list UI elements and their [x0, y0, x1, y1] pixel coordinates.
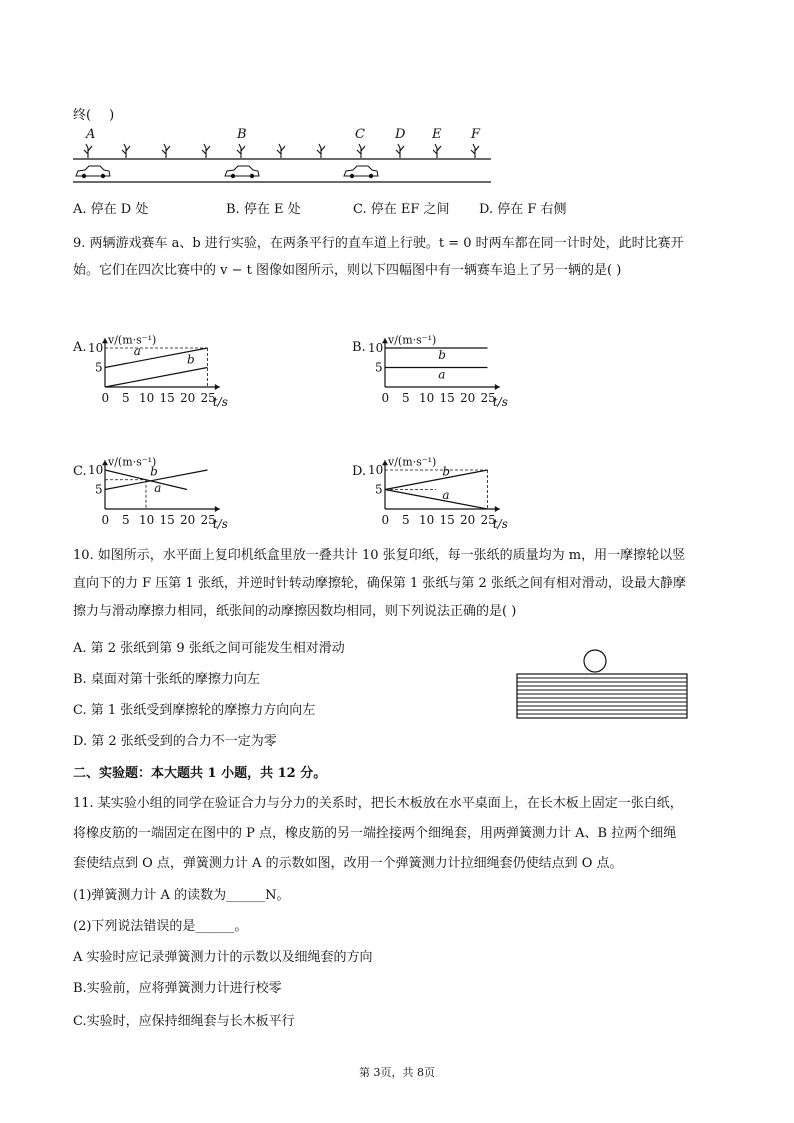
y-tick-label-5: 5	[95, 360, 103, 375]
x-axis-arrow	[215, 506, 220, 512]
x-axis-label: t/s	[492, 517, 508, 531]
x-tick-label-15: 15	[159, 513, 175, 527]
series-line-b	[385, 470, 488, 490]
y-axis-label: v/(m·s⁻¹)	[108, 333, 157, 347]
marker-F: F	[471, 127, 481, 142]
q11-stem-1: 11. 某实验小组的同学在验证合力与分力的关系时，把长木板放在水平桌面上，在长木板上固定一张白纸，	[73, 796, 683, 811]
x-axis-arrow	[495, 506, 500, 512]
series-label-a: a	[442, 487, 450, 502]
tree-icon-0	[84, 144, 92, 158]
q8-option-a[interactable]: A. 停在 D 处	[73, 202, 149, 217]
vt-graph-b	[366, 284, 506, 410]
x-tick-label-5: 5	[122, 391, 130, 405]
marker-A: A	[86, 127, 96, 142]
car-icon-2	[225, 166, 259, 178]
tree-icon-4	[237, 144, 245, 158]
x-tick-label-20: 20	[460, 391, 476, 405]
q9-stem-1: 9. 两辆游戏赛车 a、b 进行实验，在两条平行的直车道上行驶。t = 0 时两车都在同一计时处，此时比赛开	[73, 236, 684, 251]
series-label-a: a	[438, 367, 446, 382]
tree-icon-8	[396, 144, 404, 158]
car-icon-3	[344, 166, 378, 178]
marker-B: B	[237, 127, 247, 142]
y-tick-label-5: 5	[375, 482, 383, 497]
x-tick-label-20: 20	[460, 513, 476, 527]
tree-icon-1	[122, 144, 130, 158]
graph-letter-b[interactable]: B.	[352, 340, 366, 355]
y-tick-label-10: 10	[88, 341, 104, 355]
graph-letter-c[interactable]: C.	[73, 464, 87, 479]
tree-icon-10	[471, 144, 479, 158]
vt-graph-a	[86, 284, 228, 410]
graph-letter-d[interactable]: D.	[352, 464, 367, 479]
roadside-trees	[84, 144, 479, 158]
series-label-b: b	[150, 464, 158, 479]
section-heading: 二、实验题：本大题共 1 小题，共 12 分。	[73, 766, 327, 781]
q10-option-a[interactable]: A. 第 2 张纸到第 9 张纸之间可能发生相对滑动	[73, 641, 345, 656]
series-label-b: b	[442, 464, 451, 479]
q11-stem-2: 将橡皮筋的一端固定在图中的 P 点，橡皮筋的另一端拴接两个细绳套，用两弹簧测力计 A、B 拉两个细绳	[73, 826, 677, 841]
x-tick-label-5: 5	[402, 513, 410, 527]
y-tick-label-5: 5	[375, 360, 383, 375]
friction-wheel	[584, 650, 606, 672]
q10-stem-3: 擦力与滑动摩擦力相同，纸张间的动摩擦因数均相同，则下列说法正确的是( )	[73, 604, 517, 619]
x-tick-label-25: 25	[200, 513, 216, 527]
q8-tail: 终( )	[73, 108, 115, 123]
series-label-a: a	[133, 344, 141, 359]
x-tick-label-5: 5	[402, 391, 410, 405]
y-axis-label: v/(m·s⁻¹)	[388, 333, 437, 347]
graph-letter-a[interactable]: A.	[73, 340, 87, 355]
x-axis-label: t/s	[492, 395, 508, 409]
x-axis-arrow	[215, 384, 220, 390]
q10-option-c[interactable]: C. 第 1 张纸受到摩擦轮的摩擦力方向向左	[73, 703, 316, 718]
series-line-b	[105, 368, 208, 388]
vt-graph-d	[366, 408, 506, 532]
marker-C: C	[355, 127, 365, 142]
tree-icon-7	[357, 144, 365, 158]
x-axis-arrow	[495, 384, 500, 390]
y-axis-label: v/(m·s⁻¹)	[388, 455, 437, 469]
y-tick-label-10: 10	[368, 463, 384, 477]
x-tick-label-20: 20	[180, 513, 196, 527]
x-tick-label-5: 5	[122, 513, 130, 527]
q9-stem-2: 始。它们在四次比赛中的 v − t 图像如图所示，则以下四幅图中有一辆赛车追上了另一辆的是( )	[73, 263, 622, 278]
y-tick-label-5: 5	[95, 482, 103, 497]
paper-stack-diagram	[515, 647, 690, 722]
x-axis-label: t/s	[212, 517, 228, 531]
page-footer: 第 3页，共 8页	[359, 1066, 435, 1079]
tree-icon-2	[162, 144, 170, 158]
x-tick-label-20: 20	[180, 391, 196, 405]
tree-icon-9	[433, 144, 441, 158]
q10-option-d[interactable]: D. 第 2 张纸受到的合力不一定为零	[73, 734, 277, 749]
q8-option-b[interactable]: B. 停在 E 处	[226, 202, 301, 217]
paper-box	[517, 674, 687, 718]
series-label-a: a	[154, 481, 162, 496]
x-tick-label-15: 15	[159, 391, 175, 405]
tree-icon-3	[202, 144, 210, 158]
tree-icon-5	[277, 144, 285, 158]
y-axis-label: v/(m·s⁻¹)	[108, 455, 157, 469]
q11-stem-3: 套使结点到 O 点，弹簧测力计 A 的示数如图，改用一个弹簧测力计拉细绳套仍使结点到 O 点。	[73, 856, 623, 871]
vt-graph-c	[86, 408, 228, 532]
paper-sheets	[517, 674, 687, 718]
x-tick-label-0: 0	[381, 513, 390, 527]
x-tick-label-0: 0	[101, 513, 110, 527]
x-tick-label-15: 15	[439, 391, 455, 405]
q11-choice-b[interactable]: B.实验前，应将弹簧测力计进行校零	[73, 981, 282, 996]
series-label-b: b	[438, 347, 446, 362]
q11-subquestion-2: (2)下列说法错误的是______。	[73, 919, 248, 934]
x-tick-label-10: 10	[139, 513, 155, 527]
y-tick-label-10: 10	[88, 463, 104, 477]
x-tick-label-10: 10	[419, 513, 435, 527]
q10-option-b[interactable]: B. 桌面对第十张纸的摩擦力向左	[73, 672, 260, 687]
x-tick-label-0: 0	[101, 391, 110, 405]
x-tick-label-25: 25	[480, 391, 496, 405]
y-tick-label-10: 10	[368, 341, 384, 355]
x-tick-label-25: 25	[200, 391, 216, 405]
road-diagram	[70, 124, 494, 188]
car-icon-1	[76, 166, 110, 178]
q11-subquestion-1: (1)弹簧测力计 A 的读数为______N。	[73, 888, 290, 903]
q8-option-d[interactable]: D. 停在 F 右侧	[479, 202, 567, 217]
x-tick-label-25: 25	[480, 513, 496, 527]
x-axis-label: t/s	[212, 395, 228, 409]
marker-E: E	[432, 127, 442, 142]
q10-stem-2: 直向下的力 F 压第 1 张纸，并逆时针转动摩擦轮，确保第 1 张纸与第 2 张纸之间有相对滑动，设最大静摩	[73, 576, 686, 591]
x-tick-label-10: 10	[419, 391, 435, 405]
q8-option-c[interactable]: C. 停在 EF 之间	[353, 202, 450, 217]
q11-choice-c[interactable]: C.实验时，应保持细绳套与长木板平行	[73, 1014, 295, 1029]
x-tick-label-0: 0	[381, 391, 390, 405]
x-tick-label-10: 10	[139, 391, 155, 405]
marker-D: D	[395, 127, 406, 142]
tree-icon-6	[317, 144, 325, 158]
q10-stem-1: 10. 如图所示，水平面上复印机纸盒里放一叠共计 10 张复印纸，每一张纸的质量均为 m，用一摩擦轮以竖	[73, 548, 686, 563]
x-tick-label-15: 15	[439, 513, 455, 527]
series-label-b: b	[187, 352, 195, 367]
q11-choice-a[interactable]: A 实验时应记录弹簧测力计的示数以及细绳套的方向	[73, 950, 373, 965]
series-line-a	[385, 487, 488, 510]
